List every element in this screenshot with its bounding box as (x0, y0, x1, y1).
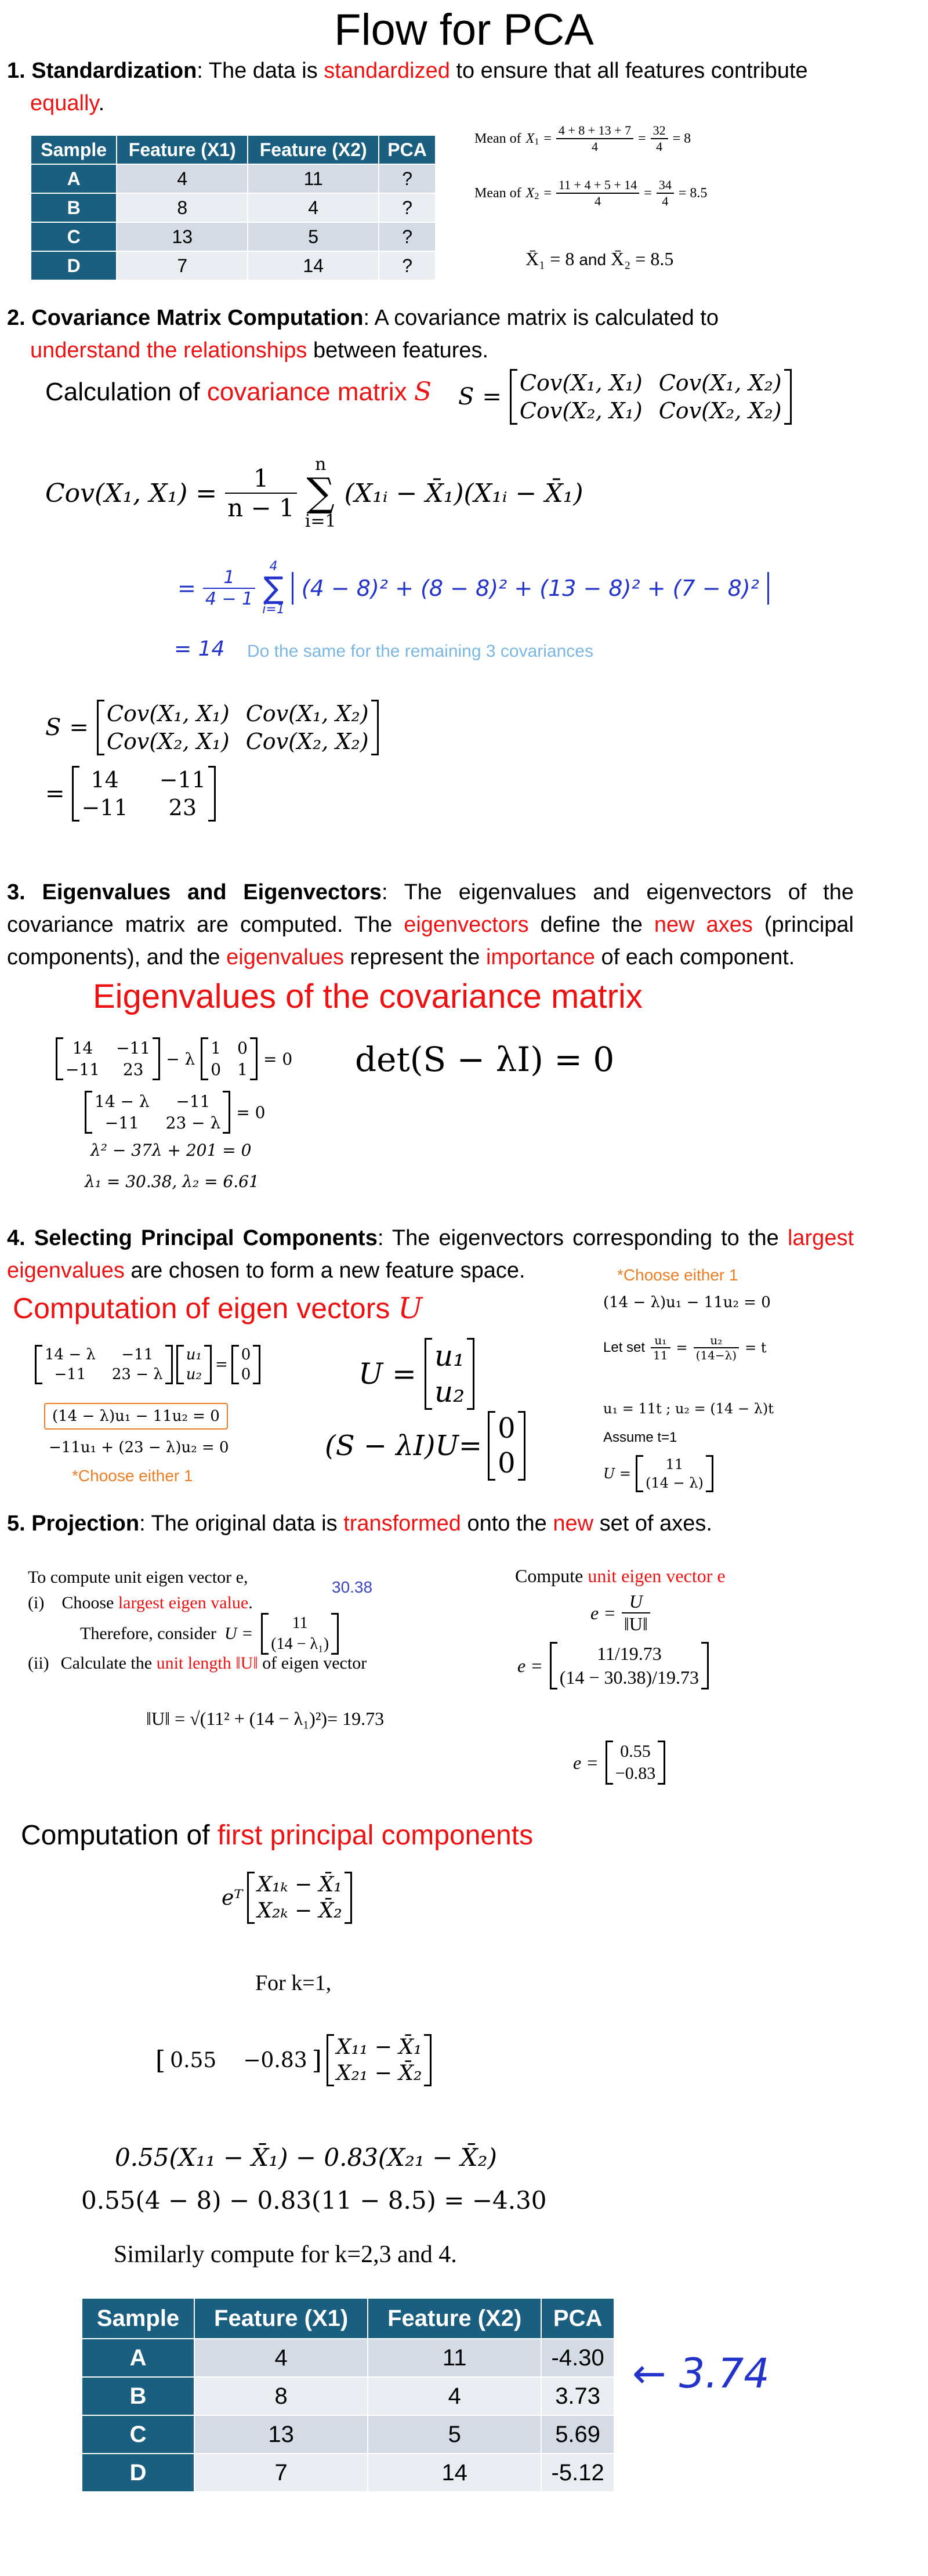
sample-label: B (31, 193, 117, 222)
eT-expression: eᵀ X₁ₖ − X̄₁ X₂ₖ − X̄₂ (222, 1872, 352, 1924)
table-row (31, 222, 436, 251)
table-cell: 14 (368, 2454, 541, 2492)
matrix-entry: −0.83 (615, 1764, 656, 1783)
unit-vector-values: e = 11/19.73 (14 − 30.38)/19.73 (517, 1642, 709, 1689)
section-2-text: 2. Covariance Matrix Computation: A covariance matrix is calculated to understand the relationships between features. (7, 306, 719, 363)
unit-length-equation: ‖U‖ = √(11² + (14 − λ₁)²)= 19.73 (146, 1708, 385, 1729)
matrix-entry: 0 (237, 1039, 248, 1058)
for-k-1: For k=1, (255, 1971, 332, 1995)
data-table-output (81, 2298, 615, 2492)
table-cell: 11 (248, 164, 379, 193)
mean-x2: Mean of X 2 = $\frac{11 + 4 + 5 + 14}{4}$ = $\frac{34}{4}$ = 8.5 (474, 178, 708, 208)
highlight-text: equally (30, 91, 99, 115)
page-title: Flow for PCA (334, 5, 594, 55)
matrix-entry: 0 (498, 1447, 516, 1479)
matrix-entry: −11 (104, 1113, 139, 1133)
section-text: : The data is (197, 59, 324, 83)
table-cell: 5 (248, 222, 379, 251)
table-cell: 11 (368, 2339, 541, 2377)
matrix-entry: X₂ₖ − X̄₂ (257, 1899, 342, 1923)
table-cell: 13 (117, 222, 248, 251)
matrix-entry: 0 (241, 1346, 251, 1363)
matrix-entry: 0 (211, 1060, 222, 1079)
matrix-entry: 0 (241, 1366, 251, 1383)
largest-eigen-value: 30.38 (332, 1578, 373, 1596)
table-cell: 5 (368, 2415, 541, 2454)
determinant-equation: det(S − λI) = 0 (355, 1040, 615, 1079)
table-cell: ? (379, 222, 436, 251)
matrix-entry: −11 (176, 1092, 211, 1111)
eigenvalues-title: Eigenvalues of the covariance matrix (93, 978, 643, 1015)
covariance-matrix-definition: S = Cov(X₁, X₁) Cov(X₁, X₂) Cov(X₂, X₁) Cov(X₂, X₂) (458, 369, 792, 425)
projection-expanded: 0.55(X₁₁ − X̄₁) − 0.83(X₂₁ − X̄₂) (115, 2143, 497, 2172)
table-header: Sample (82, 2298, 194, 2339)
table-cell: 3.73 (541, 2377, 614, 2415)
matrix-entry: u₂ (186, 1366, 202, 1383)
matrix-entry: −11 (116, 1039, 151, 1058)
matrix-entry: −11 (54, 1366, 86, 1383)
table-cell: ? (379, 251, 436, 280)
matrix-entry: X₂₁ − X̄₂ (336, 2061, 422, 2085)
table-header: Feature (X2) (248, 135, 379, 164)
matrix-entry: X₁₁ − X̄₁ (336, 2035, 422, 2059)
data-table-input (30, 135, 436, 281)
assume-t: Assume t=1 (603, 1430, 677, 1445)
eigen-values-result: λ₁ = 30.38, λ₂ = 6.61 (85, 1172, 259, 1191)
eigen-equation-right: (14 − λ)u₁ − 11u₂ = 0 (603, 1294, 771, 1311)
matrix-entry: −11 (121, 1346, 154, 1363)
means-summary: X̄₁ = 8 and X̄₂ = 8.5 (525, 248, 674, 269)
covariance-matrix-values: = 14 −11 −11 23 (45, 766, 216, 822)
table-row (82, 2415, 614, 2454)
covariance-matrix: S = Cov(X₁, X₁) Cov(X₁, X₂) Cov(X₂, X₁) Cov(X₂, X₂) (45, 700, 379, 755)
handwritten-correction: ← 3.74 (632, 2350, 770, 2397)
note-remaining-covariances: Do the same for the remaining 3 covariances (247, 642, 593, 661)
unit-vector-result: e = 0.55 −0.83 (573, 1741, 665, 1785)
sample-label: B (82, 2377, 194, 2415)
table-header: Feature (X1) (117, 135, 248, 164)
table-cell: ? (379, 193, 436, 222)
section-heading: Standardization (31, 59, 197, 83)
section-text: . (98, 91, 105, 115)
sample-label: A (82, 2339, 194, 2377)
let-set-ratio: Let set $\frac{\text{u₁}}{11}$ = $\frac{\text{u₂}}{(14-\lambda)}$ = t (603, 1333, 767, 1362)
eigenvectors-title: Computation of eigen vectors U (13, 1291, 423, 1325)
matrix-entry: −11 (66, 1060, 100, 1079)
table-cell: 4 (368, 2377, 541, 2415)
eigen-characteristic-equation: λ² − 37λ + 201 = 0 (90, 1141, 252, 1160)
choose-either-note: *Choose either 1 (72, 1467, 193, 1485)
eigen-vector-system: (S − λI)U= 0 0 (325, 1411, 525, 1481)
eigen-equation-2: −11u₁ + (23 − λ)u₂ = 0 (49, 1439, 229, 1456)
projection-computed: 0.55(4 − 8) − 0.83(11 − 8.5) = −4.30 (81, 2186, 547, 2215)
table-row (82, 2339, 614, 2377)
matrix-entry: X₁ₖ − X̄₁ (257, 1873, 342, 1897)
matrix-entry: 0 (498, 1412, 516, 1445)
matrix-entry: 14 − λ (95, 1092, 150, 1111)
matrix-entry: 11 (292, 1614, 308, 1632)
matrix-entry: 14 (72, 1039, 93, 1058)
sample-label: A (31, 164, 117, 193)
table-cell: ? (379, 164, 436, 193)
table-row (31, 193, 436, 222)
u-components: u₁ = 11t ; u₂ = (14 − λ)t (603, 1401, 774, 1417)
table-header: PCA (541, 2298, 614, 2339)
table-cell: 13 (194, 2415, 368, 2454)
compute-unit-vector: Compute unit eigen vector e (515, 1565, 726, 1586)
table-cell: 4 (194, 2339, 368, 2377)
eigen-system: 14 − λ −11 −11 23 − λ u₁ u₂ = 0 0 (35, 1345, 260, 1384)
table-cell: 5.69 (541, 2415, 614, 2454)
table-header: PCA (379, 135, 436, 164)
projection-k1: [ 0.55 −0.83 ] X₁₁ − X̄₁ X₂₁ − X̄₂ (155, 2034, 432, 2086)
covariance-calc-label: Calculation of covariance matrix S (45, 377, 432, 407)
highlight-text: understand the relationships (30, 338, 307, 363)
table-header: Feature (X2) (368, 2298, 541, 2339)
section-5-text: 5. Projection: The original data is transformed onto the new set of axes. (7, 1511, 712, 1536)
matrix-entry: 0.55 (620, 1742, 651, 1761)
table-row (31, 251, 436, 280)
eigen-equation-1-box: (14 − λ)u₁ − 11u₂ = 0 (44, 1403, 228, 1430)
proj-intro: To compute unit eigen vector e, (28, 1568, 248, 1587)
sample-label: C (82, 2415, 194, 2454)
table-cell: 7 (194, 2454, 368, 2492)
section-3-text: 3. Eigenvalues and Eigenvectors: The eigenvalues and eigenvectors of the covariance matrix are computed. The eigenvectors define the new axes (principal components), and the eigenvalues represent the importance of each component. (7, 880, 854, 969)
proj-consider: Therefore, consider U = 11 (14 − λ₁) (80, 1613, 339, 1655)
section-text: to ensure that all features contribute (449, 59, 808, 83)
sample-label: D (82, 2454, 194, 2492)
matrix-entry: 23 (122, 1060, 144, 1079)
table-cell: 4 (117, 164, 248, 193)
proj-step-1: (i) Choose largest eigen value. (28, 1593, 253, 1612)
table-row (82, 2454, 614, 2492)
table-header: Feature (X1) (194, 2298, 368, 2339)
unit-vector-def: e = $\frac{U}{‖U‖}$ (590, 1591, 650, 1635)
table-cell: -4.30 (541, 2339, 614, 2377)
table-cell: 8 (194, 2377, 368, 2415)
proj-step-2: (ii) Calculate the unit length ‖U‖ of eigen vector (28, 1654, 367, 1673)
section-number: 1. (7, 59, 26, 83)
matrix-entry: 11 (665, 1456, 684, 1472)
section-1-text (7, 55, 854, 120)
matrix-entry: u₂ (434, 1375, 465, 1409)
section-4-text: 4. Selecting Principal Components: The eigenvectors corresponding to the largest eigenvalues are chosen to form a new feature space. (7, 1226, 854, 1283)
matrix-entry: u₁ (186, 1346, 202, 1363)
similarly-note: Similarly compute for k=2,3 and 4. (114, 2241, 457, 2268)
matrix-entry: 1 (211, 1039, 222, 1058)
choose-either-note-right: *Choose either 1 (617, 1266, 738, 1284)
mean-x1: Mean of X 1 = $\frac{4 + 8 + 13 + 7}{4}$ = $\frac{32}{4}$ = 8 (474, 123, 691, 154)
U-assumed: U = 11 (14 − λ) (603, 1455, 713, 1492)
eigen-step-1: 14 −11 −11 23 − λ 1 0 0 1 = 0 (56, 1037, 292, 1080)
table-cell: 7 (117, 251, 248, 280)
table-cell: 4 (248, 193, 379, 222)
eigen-step-2: 14 − λ −11 −11 23 − λ = 0 (85, 1091, 265, 1134)
table-row (31, 164, 436, 193)
handwritten-covariance: = $\frac{1}{4 - 1}$ 4 ∑ i=1 (4 − 8)² + (8 − 8)² + (13 − 8)² + (7 − 8)² (177, 560, 769, 616)
first-pc-title: Computation of first principal components (21, 1820, 534, 1851)
eigen-vector-U: U = u₁ u₂ (358, 1338, 474, 1410)
table-cell: 8 (117, 193, 248, 222)
matrix-entry: 23 − λ (111, 1366, 163, 1383)
matrix-entry: (14 − λ₁) (271, 1635, 329, 1653)
table-row (82, 2377, 614, 2415)
table-cell: -5.12 (541, 2454, 614, 2492)
table-cell: 14 (248, 251, 379, 280)
matrix-entry: u₁ (434, 1339, 465, 1373)
matrix-entry: 1 (237, 1060, 248, 1079)
sample-label: C (31, 222, 117, 251)
matrix-entry: (14 − λ) (645, 1475, 704, 1491)
highlight-text: standardized (324, 59, 450, 83)
table-header: Sample (31, 135, 117, 164)
handwritten-result: = 14 (174, 637, 225, 661)
sample-label: D (31, 251, 117, 280)
matrix-entry: 23 − λ (165, 1113, 221, 1133)
matrix-entry: 14 − λ (45, 1346, 96, 1363)
covariance-formula: Cov(X₁, X₁) = $\frac{1}{n - 1}$ n ∑ i=1 (X₁ᵢ − X̄₁)(X₁ᵢ − X̄₁) (45, 454, 583, 531)
